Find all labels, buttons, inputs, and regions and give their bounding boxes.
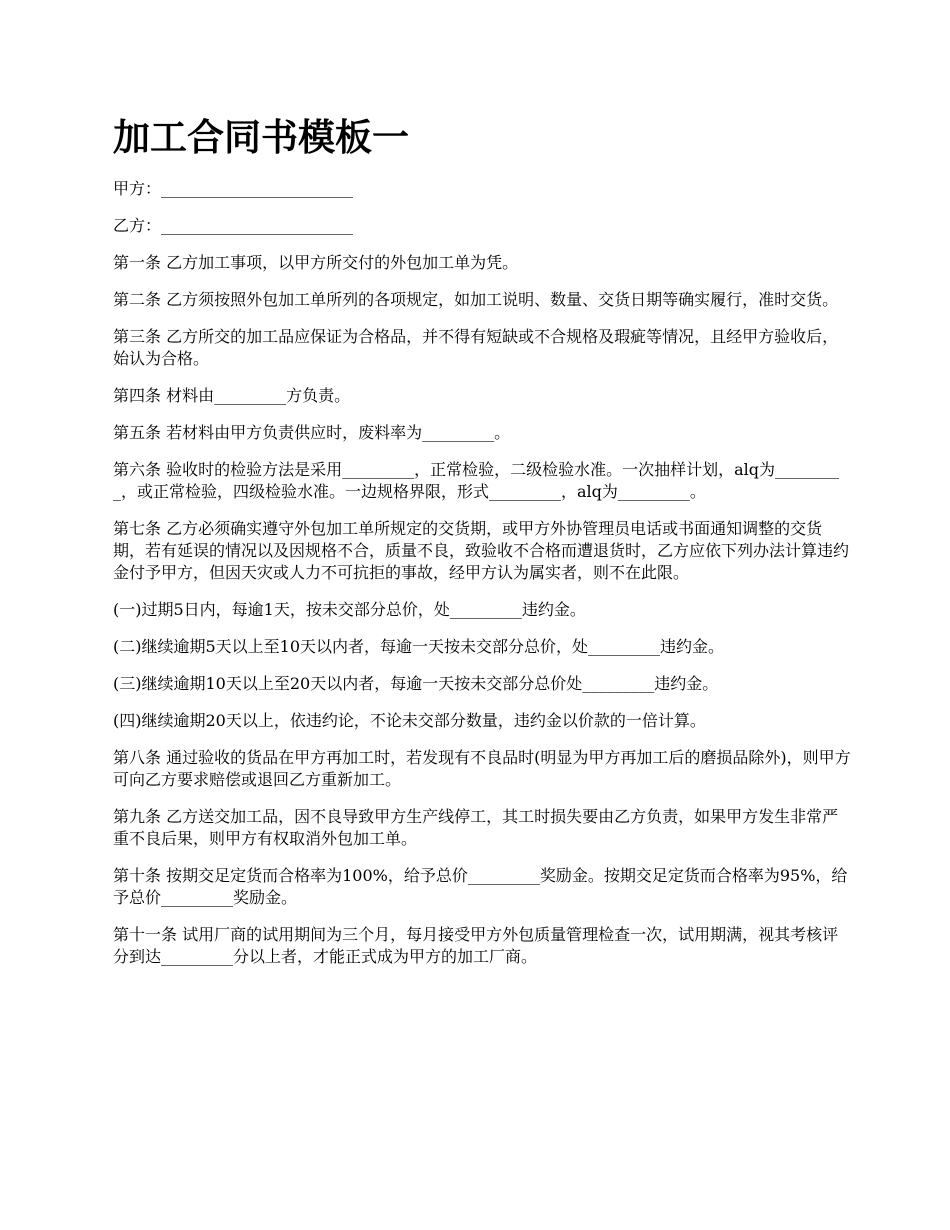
article-3: 第三条 乙方所交的加工品应保证为合格品，并不得有短缺或不合规格及瑕疵等情况，且经甲方验收后，始认为合格。	[113, 327, 839, 368]
article-11: 第十一条 试用厂商的试用期间为三个月，每月接受甲方外包质量管理检查一次，试用期满，视其考核评分到达_________分以上者，才能正式成为甲方的加工厂商。	[113, 925, 839, 966]
party-b-line: 乙方：________________________	[113, 216, 354, 235]
article-2: 第二条 乙方须按照外包加工单所列的各项规定，如加工说明、数量、交货日期等确实履行，准时交货。	[113, 290, 839, 309]
article-1: 第一条 乙方加工事项，以甲方所交付的外包加工单为凭。	[113, 253, 519, 272]
document-body	[113, 178, 853, 983]
penalty-clause-3: (三)继续逾期10天以上至20天以内者，每逾一天按未交部分总价处_________违约金。	[113, 674, 719, 693]
penalty-clause-4: (四)继续逾期20天以上，依违约论，不论未交部分数量，违约金以价款的一倍计算。	[113, 711, 706, 730]
party-a-line: 甲方：________________________	[113, 179, 354, 198]
article-10: 第十条 按期交足定货而合格率为100%，给予总价_________奖励金。按期交足定货而合格率为95%，给予总价_________奖励金。	[113, 866, 848, 907]
article-5: 第五条 若材料由甲方负责供应时，废料率为_________。	[113, 423, 511, 442]
penalty-clause-2: (二)继续逾期5天以上至10天以内者，每逾一天按未交部分总价，处_________违约金。	[113, 637, 725, 656]
penalty-clause-1: (一)过期5日内，每逾1天，按未交部分总价，处_________违约金。	[113, 600, 586, 619]
article-8: 第八条 通过验收的货品在甲方再加工时，若发现有不良品时(明显为甲方再加工后的磨损品除外)，则甲方可向乙方要求赔偿或退回乙方重新加工。	[113, 748, 851, 789]
document-title: 加工合同书模板一	[113, 115, 409, 159]
article-6: 第六条 验收时的检验方法是采用_________，正常检验，二级检验水准。一次抽样计划，alq为_________，或正常检验，四级检验水准。一边规格界限，形式_________，alq为_________。	[113, 460, 839, 501]
article-9: 第九条 乙方送交加工品，因不良导致甲方生产线停工，其工时损失要由乙方负责，如果甲方发生非常严重不良后果，则甲方有权取消外包加工单。	[113, 807, 839, 848]
article-7: 第七条 乙方必须确实遵守外包加工单所规定的交货期，或甲方外协管理员电话或书面通知调整的交货期，若有延误的情况以及因规格不合，质量不良，致验收不合格而遭退货时，乙方应依下列办法计算违约金付予甲方，但因天灾或人力不可抗拒的事故，经甲方认为属实者，则不在此限。	[113, 519, 850, 582]
article-4: 第四条 材料由_________方负责。	[113, 386, 351, 405]
